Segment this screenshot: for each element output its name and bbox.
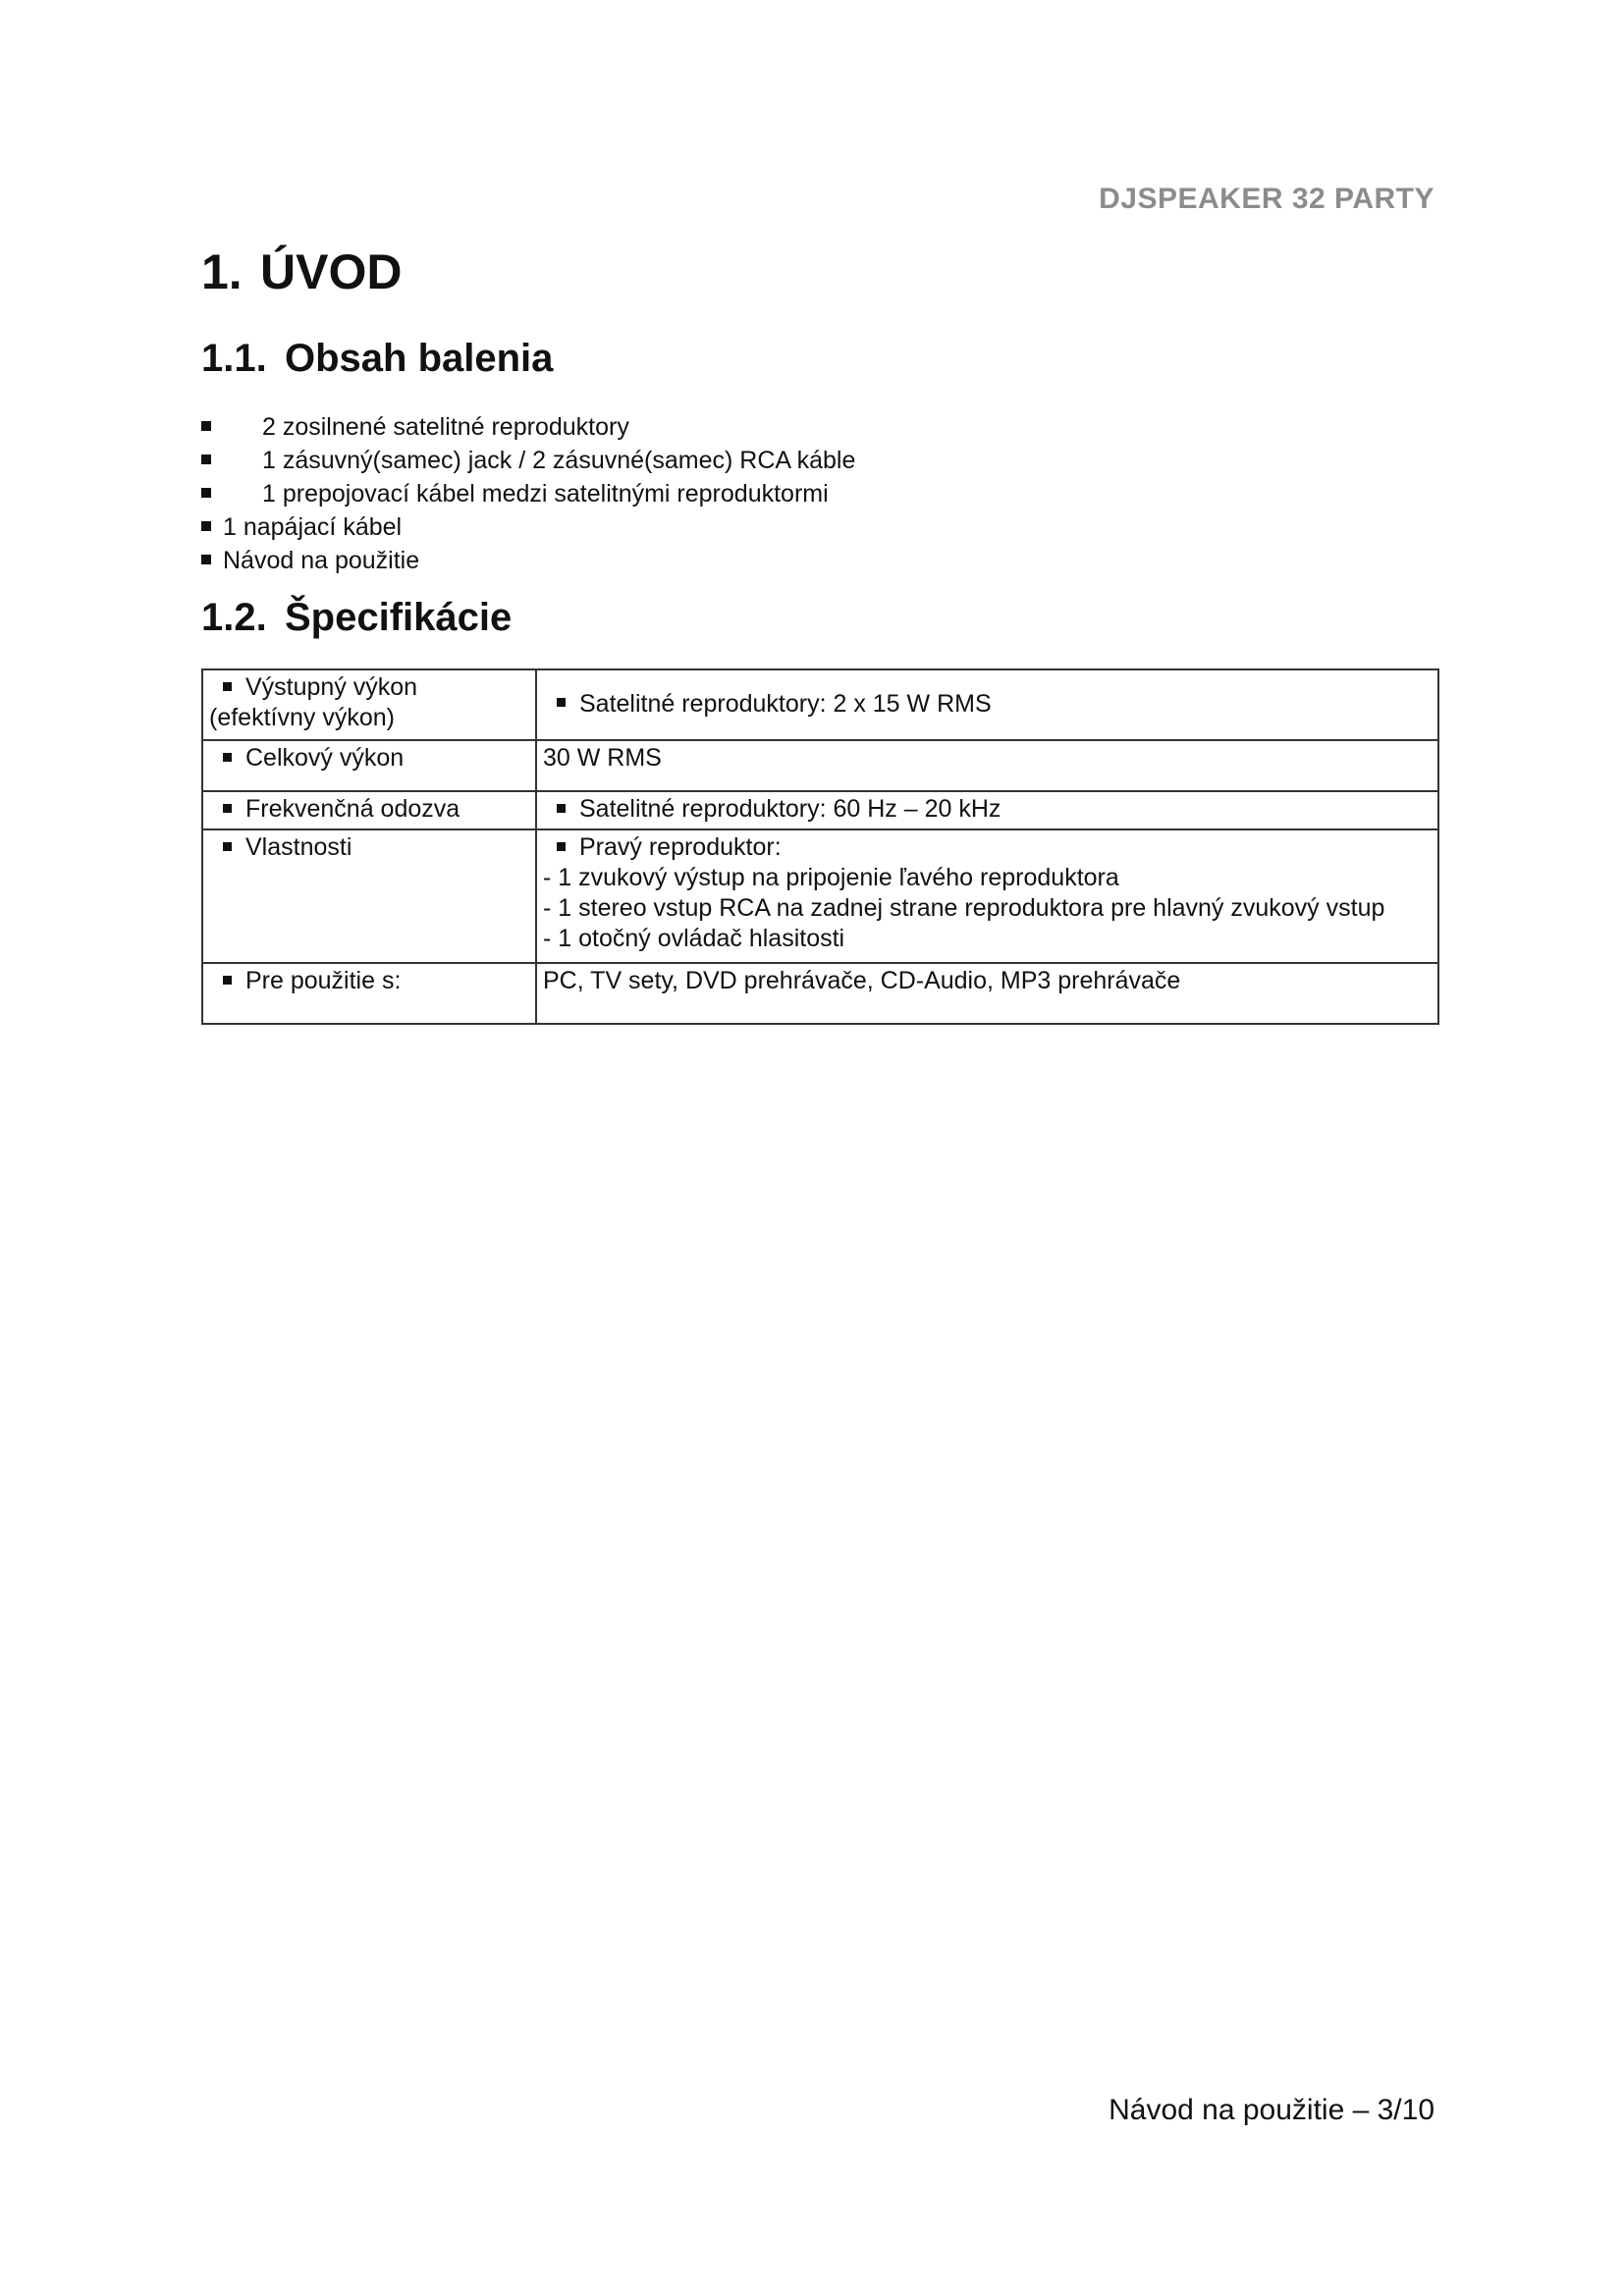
section-title: ÚVOD (260, 244, 403, 299)
table-row (202, 963, 1438, 1024)
spec-label-cell (202, 669, 536, 740)
spec-label: Pre použitie s: (245, 967, 402, 994)
specifications-table (201, 668, 1439, 1025)
package-contents-list (201, 410, 855, 577)
spec-value-line: - 1 otočný ovládač hlasitosti (543, 925, 845, 952)
list-item (201, 477, 855, 510)
bullet-icon (223, 682, 232, 691)
page-footer: Návod na použitie – 3/10 (1109, 2094, 1435, 2126)
spec-value-line: - 1 stereo vstup RCA na zadnej strane reproduktora pre hlavný zvukový vstup (543, 894, 1385, 922)
bullet-icon (201, 454, 211, 464)
subsection-title: Obsah balenia (285, 337, 554, 380)
spec-value-cell (536, 740, 1438, 791)
list-item-text: 1 prepojovací kábel medzi satelitnými reproduktormi (262, 480, 829, 507)
bullet-icon (223, 976, 232, 985)
bullet-icon (557, 698, 566, 707)
bullet-icon (201, 555, 211, 564)
subsection-number: 1.2. (201, 596, 267, 639)
list-item (201, 544, 855, 577)
section-number: 1. (201, 244, 243, 299)
list-item-text: 1 napájací kábel (223, 513, 403, 541)
subsection-heading-package-contents (201, 337, 553, 381)
spec-label-cell (202, 829, 536, 963)
section-heading-intro (201, 243, 402, 300)
spec-value: Satelitné reproduktory: 2 x 15 W RMS (579, 689, 992, 718)
list-item-text: 2 zosilnené satelitné reproduktory (262, 413, 629, 441)
spec-value-cell (536, 791, 1438, 829)
spec-value-heading: Pravý reproduktor: (579, 833, 782, 861)
subsection-heading-specifications (201, 596, 512, 640)
header-product-name: DJSPEAKER 32 PARTY (1099, 183, 1435, 215)
spec-label: Celkový výkon (245, 744, 405, 772)
spec-value-cell (536, 829, 1438, 963)
list-item-text: 1 zásuvný(samec) jack / 2 zásuvné(samec) RCA káble (262, 447, 856, 474)
spec-label-cell (202, 963, 536, 1024)
spec-value: PC, TV sety, DVD prehrávače, CD-Audio, MP3 prehrávače (543, 967, 1181, 994)
spec-value-cell (536, 669, 1438, 740)
list-item (201, 510, 855, 544)
spec-label-cell (202, 791, 536, 829)
subsection-number: 1.1. (201, 337, 267, 380)
spec-label: Vlastnosti (245, 833, 352, 861)
table-row (202, 791, 1438, 829)
spec-value: Satelitné reproduktory: 60 Hz – 20 kHz (579, 795, 1001, 823)
spec-label-continuation: (efektívny výkon) (209, 704, 395, 731)
spec-value: 30 W RMS (543, 744, 662, 772)
bullet-icon (201, 488, 211, 498)
list-item-text: Návod na použitie (223, 547, 420, 574)
bullet-icon (223, 753, 232, 762)
table-row (202, 669, 1438, 740)
spec-value-line: - 1 zvukový výstup na pripojenie ľavého reproduktora (543, 864, 1119, 891)
bullet-icon (223, 842, 232, 851)
bullet-icon (557, 804, 566, 813)
bullet-icon (557, 842, 566, 851)
bullet-icon (201, 421, 211, 431)
spec-value-cell (536, 963, 1438, 1024)
list-item (201, 410, 855, 444)
subsection-title: Špecifikácie (285, 596, 513, 639)
table-row (202, 829, 1438, 963)
spec-label-cell (202, 740, 536, 791)
table-row (202, 740, 1438, 791)
list-item (201, 444, 855, 477)
bullet-icon (223, 804, 232, 813)
bullet-icon (201, 521, 211, 531)
spec-label: Frekvenčná odozva (245, 795, 460, 823)
spec-label: Výstupný výkon (245, 673, 418, 701)
